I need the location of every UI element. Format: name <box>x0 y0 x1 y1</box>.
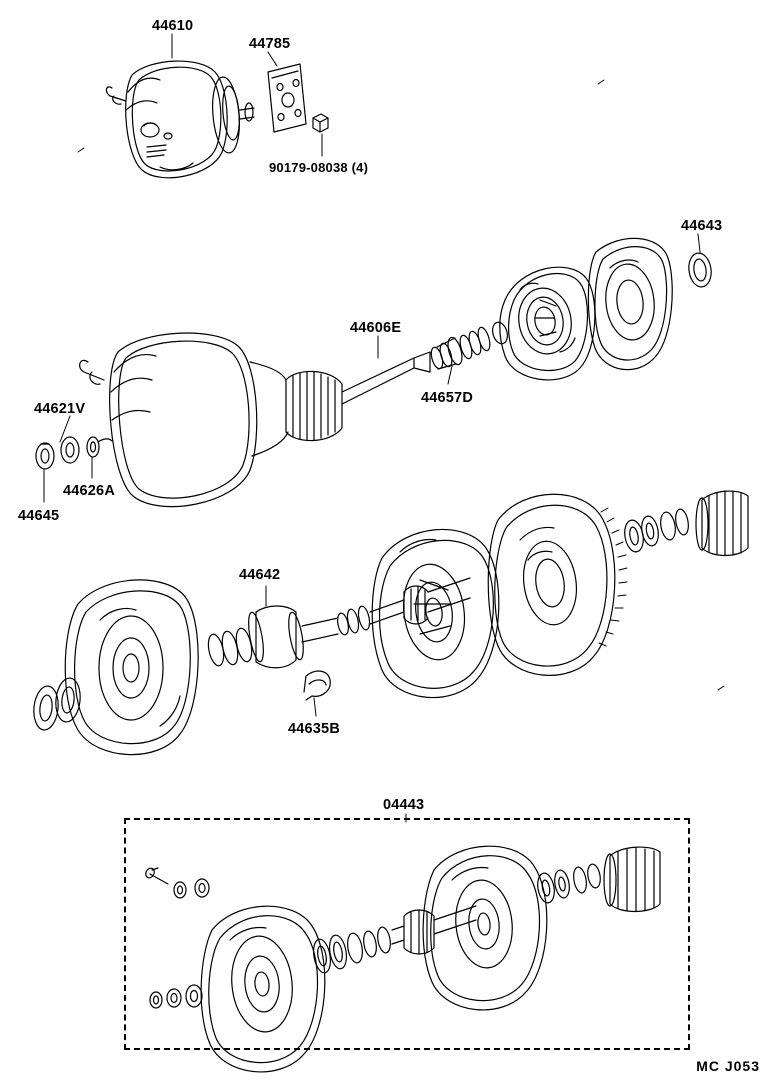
part-label-44610: 44610 <box>152 18 194 34</box>
part-label-44657d: 44657D <box>421 390 473 406</box>
part-label-44643: 44643 <box>681 218 723 234</box>
master-cyl-middle <box>500 267 595 380</box>
boot-bellows <box>286 371 342 440</box>
scan-artifacts <box>78 80 724 690</box>
plate-lower-middle <box>372 529 499 697</box>
booster-top-body <box>106 61 254 178</box>
small-parts-lower-right <box>622 491 748 556</box>
part-label-44635b: 44635B <box>288 721 340 737</box>
leaders-middle <box>44 234 700 502</box>
part-label-90179-08038: 90179-08038 (4) <box>269 160 369 175</box>
booster-middle-body <box>110 333 430 507</box>
repair-kit-box <box>124 818 690 1050</box>
leaders-top <box>172 34 322 156</box>
part-label-44606e: 44606E <box>350 320 402 336</box>
spacers-44657d <box>429 320 510 369</box>
part-label-44785: 44785 <box>249 36 291 52</box>
part-label-04443: 04443 <box>383 797 425 813</box>
drum-lower-left <box>65 580 198 755</box>
leaders-lower <box>266 586 316 716</box>
bracket-44785 <box>268 64 306 132</box>
part-label-44645: 44645 <box>18 508 60 524</box>
diaphragm-plate-right <box>588 238 672 369</box>
drum-lower-right-toothed <box>488 494 627 675</box>
nut-90179 <box>313 114 328 132</box>
part-label-44621v: 44621V <box>34 401 86 417</box>
part-label-44642: 44642 <box>239 567 281 583</box>
figure-code: MC J053 <box>696 1058 760 1074</box>
oring-44643 <box>687 252 714 289</box>
part-label-44626a: 44626A <box>63 483 115 499</box>
clip-44635b <box>304 671 330 700</box>
